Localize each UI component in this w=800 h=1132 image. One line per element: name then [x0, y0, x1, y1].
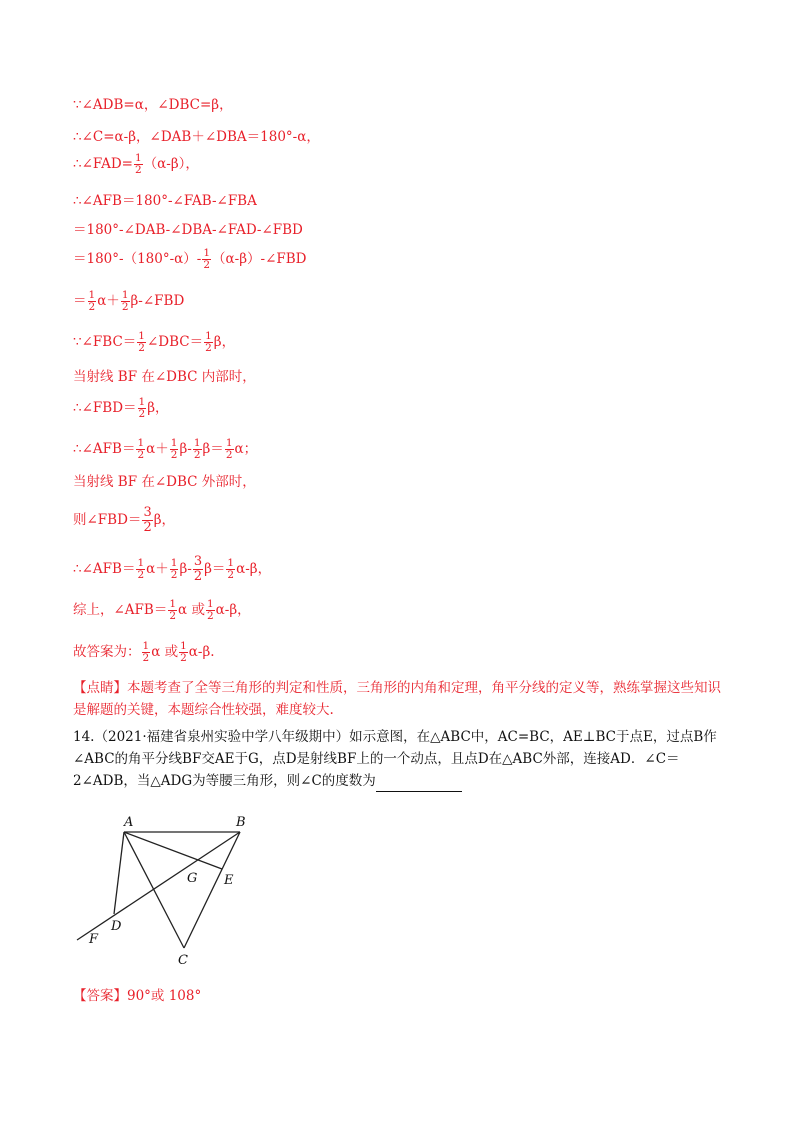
comment-paragraph: 【点睛】本题考查了全等三角形的判定和性质，三角形的内角和定理，角平分线的定义等，熟练掌握这些知识是解题的关键，本题综合性较强，难度较大. — [73, 680, 721, 718]
ray-bf — [77, 832, 240, 940]
segment-ad — [114, 832, 124, 914]
problem-source: （2021·福建省泉州实验中学八年级期中） — [94, 729, 350, 745]
solution-line-8: ∵∠FBC＝ $\frac{1}{2}$ ∠DBC＝ $\frac{1}{2}$ β， — [73, 330, 236, 354]
solution-line-7: ＝ $\frac{1}{2}$ α＋ $\frac{1}{2}$ β-∠FBD — [73, 289, 185, 313]
answer-value: 90°或 108° — [127, 988, 202, 1004]
solution-line-11: ∴∠AFB＝ $\frac{1}{2}$ α＋ $\frac{1}{2}$ β- $\frac{1}{2}$ β＝ $\frac{1}{2}$ α； — [73, 437, 258, 461]
label-d: D — [111, 919, 122, 934]
label-c: C — [178, 953, 188, 968]
segment-ae — [124, 832, 222, 869]
solution-line-6: ＝180°-（180°-α）- $\frac{1}{2}$ （α-β）-∠FBD — [73, 247, 307, 271]
solution-line-12: 当射线 BF 在∠DBC 外部时， — [73, 474, 256, 490]
label-a: A — [124, 815, 134, 830]
solution-line-5: ＝180°-∠DAB-∠DBA-∠FAD-∠FBD — [73, 222, 303, 238]
solution-line-9: 当射线 BF 在∠DBC 内部时， — [73, 369, 256, 385]
solution-line-10: ∴∠FBD＝ $\frac{1}{2}$ β， — [73, 396, 169, 420]
label-g: G — [187, 871, 198, 886]
problem-number: 14. — [73, 729, 95, 745]
answer-line — [73, 985, 733, 1007]
segment-ac — [124, 832, 184, 948]
answer-blank — [376, 777, 462, 792]
solution-line-2: ∴∠C=α-β，∠DAB＋∠DBA＝180°-α， — [73, 129, 320, 145]
problem-14 — [73, 726, 733, 792]
geometry-figure — [68, 812, 278, 972]
solution-line-13: 则∠FBD＝ $\frac{3}{2}$ β， — [73, 505, 176, 535]
answer-tag: 【答案】 — [73, 988, 127, 1004]
solution-line-4: ∴∠AFB＝180°-∠FAB-∠FBA — [73, 193, 257, 209]
label-e: E — [224, 873, 234, 888]
solution-line-3: ∴∠FAD= $\frac{1}{2}$ （α-β）， — [73, 152, 199, 176]
segment-bc — [184, 832, 240, 948]
solution-line-1: ∵∠ADB=α，∠DBC=β， — [73, 97, 233, 113]
label-f: F — [89, 932, 99, 947]
solution-line-14: ∴∠AFB＝ $\frac{1}{2}$ α＋ $\frac{1}{2}$ β- $\frac{3}{2}$ β＝ $\frac{1}{2}$ α-β， — [73, 554, 272, 584]
label-b: B — [236, 815, 246, 830]
solution-line-15: 综上，∠AFB＝ $\frac{1}{2}$ α 或 $\frac{1}{2}$ α-β， — [73, 598, 251, 622]
problem-text: 如示意图，在△ABC中，AC=BC，AE⊥BC于点E，过点B作∠ABC的角平分线BF交AE于G，点D是射线BF上的一个动点，且点D在△ABC外部，连接AD．∠C＝2∠ADB，当△ADG为等腰三角形，则∠C的度数为 — [73, 729, 717, 789]
solution-line-16: 故答案为： $\frac{1}{2}$ α 或 $\frac{1}{2}$ α-β. — [73, 640, 215, 664]
